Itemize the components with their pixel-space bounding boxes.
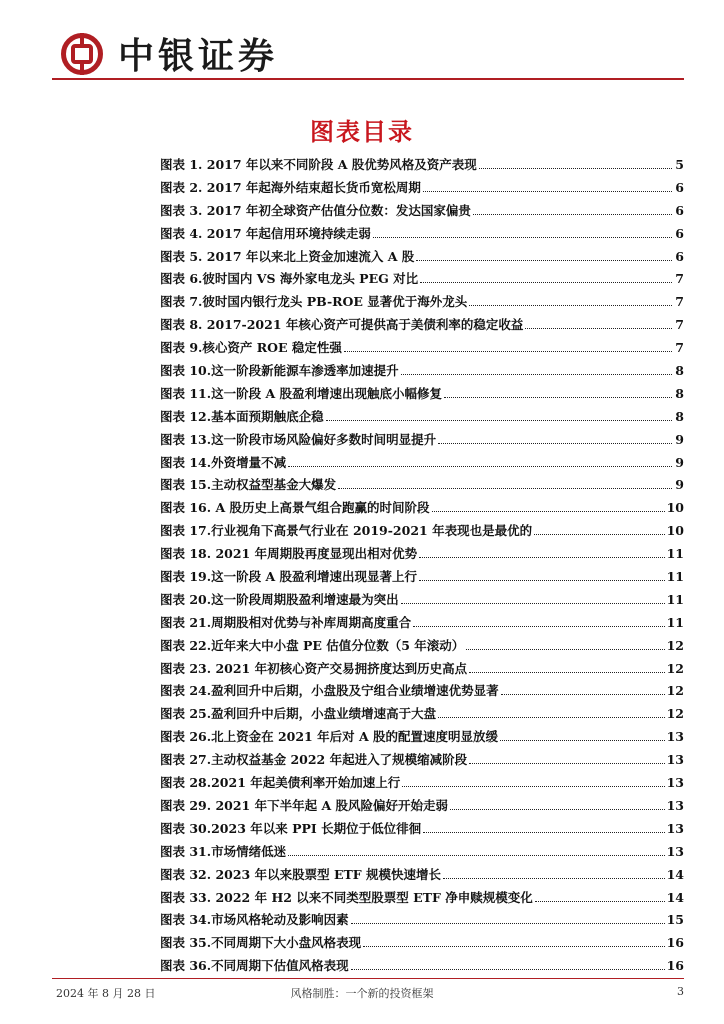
footer-date: 2024 年 8 月 28 日	[56, 987, 156, 1000]
toc-entry[interactable]	[160, 407, 684, 430]
toc-leader-dots	[438, 717, 664, 718]
toc-entry-page: 10	[666, 523, 684, 539]
toc-entry-label: 图表 19.这一阶段 A 股盈利增速出现显著上行	[160, 569, 418, 585]
toc-leader-dots	[416, 260, 672, 261]
toc-leader-dots	[423, 191, 672, 192]
toc-entry[interactable]	[160, 475, 684, 498]
toc-leader-dots	[344, 351, 672, 352]
toc-leader-dots	[432, 511, 665, 512]
toc-entry-page: 15	[666, 912, 684, 928]
toc-entry[interactable]	[160, 819, 684, 842]
toc-leader-dots	[419, 557, 665, 558]
toc-entry[interactable]	[160, 681, 684, 704]
toc-entry-label: 图表 2. 2017 年起海外结束超长货币宽松周期	[160, 179, 421, 195]
toc-entry-label: 图表 32. 2023 年以来股票型 ETF 规模快速增长	[160, 866, 442, 882]
toc-entry[interactable]	[160, 269, 684, 292]
toc-leader-dots	[288, 855, 664, 856]
toc-entry[interactable]	[160, 292, 684, 315]
toc-entry[interactable]	[160, 338, 684, 361]
toc-entry[interactable]	[160, 384, 684, 407]
toc-entry-page: 9	[675, 431, 684, 447]
toc-entry[interactable]	[160, 361, 684, 384]
toc-entry-label: 图表 35.不同周期下大小盘风格表现	[160, 935, 362, 951]
toc-entry-label: 图表 14.外资增量不减	[160, 454, 287, 470]
toc-leader-dots	[443, 878, 665, 879]
toc-entry[interactable]	[160, 453, 684, 476]
toc-entry-page: 14	[666, 889, 684, 905]
toc-entry-label: 图表 7.彼时国内银行龙头 PB-ROE 显著优于海外龙头	[160, 294, 468, 310]
toc-entry[interactable]	[160, 544, 684, 567]
toc-leader-dots	[351, 969, 665, 970]
toc-entry[interactable]	[160, 796, 684, 819]
toc-entry-label: 图表 22.近年来大中小盘 PE 估值分位数（5 年滚动）	[160, 637, 465, 653]
toc-entry[interactable]	[160, 498, 684, 521]
toc-entry[interactable]	[160, 842, 684, 865]
toc-entry[interactable]	[160, 521, 684, 544]
toc-entry-page: 13	[666, 843, 684, 859]
toc-entry-page: 6	[675, 202, 684, 218]
toc-entry-page: 13	[666, 729, 684, 745]
toc-entry-label: 图表 17.行业视角下高景气行业在 2019-2021 年表现也是最优的	[160, 523, 533, 539]
toc-leader-dots	[479, 168, 672, 169]
toc-entry-page: 10	[666, 500, 684, 516]
toc-entry-label: 图表 16. A 股历史上高景气组合跑赢的时间阶段	[160, 500, 430, 516]
toc-entry-label: 图表 18. 2021 年周期股再度显现出相对优势	[160, 546, 418, 562]
toc-entry-page: 13	[666, 752, 684, 768]
toc-entry[interactable]	[160, 201, 684, 224]
toc-entry-label: 图表 4. 2017 年起信用环境持续走弱	[160, 225, 371, 241]
toc-entry[interactable]	[160, 888, 684, 911]
toc-entry[interactable]	[160, 224, 684, 247]
toc-entry-label: 图表 5. 2017 年以来北上资金加速流入 A 股	[160, 248, 415, 264]
toc-leader-dots	[420, 282, 672, 283]
toc-entry-page: 13	[666, 797, 684, 813]
toc-entry-label: 图表 8. 2017-2021 年核心资产可提供高于美债利率的稳定收益	[160, 317, 524, 333]
toc-entry-page: 13	[666, 820, 684, 836]
toc-entry[interactable]	[160, 247, 684, 270]
toc-entry-page: 12	[666, 637, 684, 653]
toc-entry-label: 图表 28.2021 年起美债利率开始加速上行	[160, 775, 401, 791]
toc-entry-label: 图表 9.核心资产 ROE 稳定性强	[160, 340, 342, 356]
toc-leader-dots	[534, 534, 665, 535]
toc-entry[interactable]	[160, 567, 684, 590]
footer-doc-title: 风格制胜：一个新的投资框架	[290, 987, 434, 1000]
toc-entry-page: 16	[666, 935, 684, 951]
bank-of-china-logo-icon	[60, 32, 104, 76]
toc-entry-page: 6	[675, 225, 684, 241]
toc-entry-label: 图表 6.彼时国内 VS 海外家电龙头 PEG 对比	[160, 271, 419, 287]
page-header	[52, 22, 672, 77]
toc-entry[interactable]	[160, 590, 684, 613]
toc-entry[interactable]	[160, 155, 684, 178]
toc-entry-page: 16	[666, 958, 684, 974]
toc-entry-page: 12	[666, 660, 684, 676]
toc-entry-label: 图表 26.北上资金在 2021 年后对 A 股的配置速度明显放缓	[160, 729, 498, 745]
toc-entry-page: 11	[666, 614, 684, 630]
toc-entry[interactable]	[160, 956, 684, 979]
toc-entry[interactable]	[160, 636, 684, 659]
brand-name: 中银证券	[118, 36, 279, 77]
toc-leader-dots	[469, 672, 665, 673]
toc-entry[interactable]	[160, 933, 684, 956]
toc-entry-label: 图表 3. 2017 年初全球资产估值分位数：发达国家偏贵	[160, 202, 471, 218]
toc-leader-dots	[469, 305, 672, 306]
toc-entry-label: 图表 27.主动权益基金 2022 年起进入了规模缩减阶段	[160, 752, 468, 768]
toc-entry-page: 12	[666, 683, 684, 699]
toc-entry-page: 11	[666, 591, 684, 607]
toc-leader-dots	[363, 946, 664, 947]
toc-leader-dots	[401, 603, 665, 604]
toc-entry[interactable]	[160, 773, 684, 796]
toc-entry-label: 图表 36.不同周期下估值风格表现	[160, 958, 349, 974]
toc-entry[interactable]	[160, 430, 684, 453]
toc-entry[interactable]	[160, 910, 684, 933]
toc-entry[interactable]	[160, 315, 684, 338]
toc-leader-dots	[288, 466, 672, 467]
toc-entry-label: 图表 29. 2021 年下半年起 A 股风险偏好开始走弱	[160, 797, 448, 813]
toc-entry-page: 7	[675, 271, 684, 287]
toc-entry-label: 图表 23. 2021 年初核心资产交易拥挤度达到历史高点	[160, 660, 468, 676]
toc-leader-dots	[326, 420, 672, 421]
toc-leader-dots	[535, 901, 665, 902]
toc-list	[160, 155, 684, 979]
toc-leader-dots	[351, 923, 665, 924]
toc-entry-page: 7	[675, 340, 684, 356]
footer-page-number: 3	[677, 985, 684, 998]
toc-entry-label: 图表 21.周期股相对优势与补库周期高度重合	[160, 614, 412, 630]
footer-divider	[52, 978, 684, 979]
toc-leader-dots	[473, 214, 672, 215]
toc-entry-page: 7	[675, 294, 684, 310]
toc-entry-page: 8	[675, 408, 684, 424]
page-title: 图表目录	[310, 118, 414, 146]
toc-leader-dots	[444, 397, 672, 398]
toc-leader-dots	[450, 809, 665, 810]
toc-entry[interactable]	[160, 727, 684, 750]
toc-entry-page: 9	[675, 454, 684, 470]
toc-leader-dots	[525, 328, 672, 329]
toc-entry-page: 14	[666, 866, 684, 882]
toc-entry-label: 图表 24.盈利回升中后期，小盘股及宁组合业绩增速优势显著	[160, 683, 499, 699]
toc-leader-dots	[402, 786, 664, 787]
toc-entry-page: 12	[666, 706, 684, 722]
toc-leader-dots	[413, 626, 664, 627]
toc-leader-dots	[469, 763, 665, 764]
toc-entry-label: 图表 11.这一阶段 A 股盈利增速出现触底小幅修复	[160, 385, 443, 401]
toc-entry-label: 图表 31.市场情绪低迷	[160, 843, 287, 859]
toc-leader-dots	[438, 443, 672, 444]
toc-entry-label: 图表 1. 2017 年以来不同阶段 A 股优势风格及资产表现	[160, 157, 477, 172]
toc-leader-dots	[338, 488, 672, 489]
toc-entry[interactable]	[160, 613, 684, 636]
toc-leader-dots	[466, 649, 664, 650]
toc-entry-page: 8	[675, 363, 684, 379]
toc-entry[interactable]	[160, 865, 684, 888]
toc-entry-label: 图表 30.2023 年以来 PPI 长期位于低位徘徊	[160, 820, 422, 836]
toc-leader-dots	[501, 694, 665, 695]
toc-entry-label: 图表 33. 2022 年 H2 以来不同类型股票型 ETF 净申赎规模变化	[160, 889, 533, 905]
toc-entry-page: 13	[666, 775, 684, 791]
toc-entry[interactable]	[160, 750, 684, 773]
toc-entry-label: 图表 25.盈利回升中后期，小盘业绩增速高于大盘	[160, 706, 437, 722]
toc-entry-page: 6	[675, 248, 684, 264]
toc-entry[interactable]	[160, 704, 684, 727]
toc-entry-page: 8	[675, 385, 684, 401]
toc-entry-label: 图表 34.市场风格轮动及影响因素	[160, 912, 349, 928]
toc-entry[interactable]	[160, 659, 684, 682]
toc-entry[interactable]	[160, 178, 684, 201]
toc-leader-dots	[500, 740, 665, 741]
toc-entry-label: 图表 20.这一阶段周期股盈利增速最为突出	[160, 591, 399, 607]
header-divider	[52, 78, 684, 80]
toc-entry-page: 7	[675, 317, 684, 333]
toc-entry-page: 11	[666, 546, 684, 562]
toc-entry-page: 5	[675, 157, 684, 172]
toc-entry-page: 6	[675, 179, 684, 195]
toc-entry-label: 图表 10.这一阶段新能源车渗透率加速提升	[160, 363, 399, 379]
toc-entry-page: 9	[675, 477, 684, 493]
toc-entry-label: 图表 15.主动权益型基金大爆发	[160, 477, 337, 493]
toc-leader-dots	[419, 580, 665, 581]
toc-leader-dots	[401, 374, 672, 375]
toc-leader-dots	[423, 832, 665, 833]
toc-entry-page: 11	[666, 569, 684, 585]
toc-entry-label: 图表 12.基本面预期触底企稳	[160, 408, 324, 424]
toc-leader-dots	[373, 237, 672, 238]
toc-entry-label: 图表 13.这一阶段市场风险偏好多数时间明显提升	[160, 431, 437, 447]
